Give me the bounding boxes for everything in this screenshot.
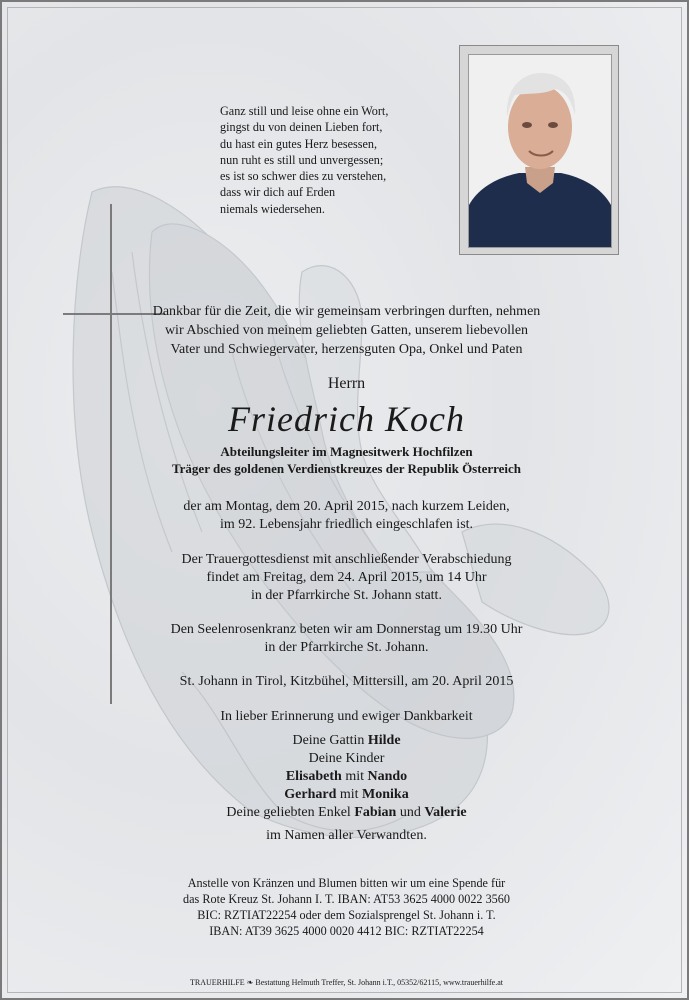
wife-prefix: Deine Gattin — [292, 733, 365, 748]
grandchild-name: Valerie — [424, 805, 467, 820]
poem — [220, 103, 460, 217]
place-date: St. Johann in Tirol, Kitzbühel, Mittersill, am 20. April 2015 — [179, 674, 514, 689]
intro-line: wir Abschied von meinem geliebten Gatten, unserem liebevollen — [164, 323, 529, 338]
job-title: Abteilungsleiter im Magnesitwerk Hochfilzen — [220, 444, 473, 459]
poem-line: nun ruht es still und unvergessen; — [220, 152, 384, 167]
intro-line: Vater und Schwiegervater, herzensguten Opa, Onkel und Paten — [170, 342, 523, 357]
poem-line: dass wir dich auf Erden — [220, 185, 336, 200]
mourner-child — [2, 787, 689, 803]
dove-icon: ❧ — [246, 978, 254, 987]
grandchild-name: Fabian — [354, 805, 397, 820]
donation-line: Anstelle von Kränzen und Blumen bitten wir um eine Spende für — [187, 876, 506, 890]
service-line: findet am Freitag, dem 24. April 2015, um 14 Uhr — [206, 570, 487, 585]
mourner-wife — [2, 733, 689, 749]
deceased-name: Friedrich Koch — [228, 399, 465, 439]
salutation: Herrn — [327, 375, 366, 392]
mit-word: mit — [345, 769, 364, 784]
photo-frame — [459, 45, 619, 255]
rosary-line: Den Seelenrosenkranz beten wir am Donnerstag um 19.30 Uhr — [170, 622, 523, 637]
poem-line: es ist so schwer dies zu verstehen, — [220, 169, 387, 184]
mourner-grandchildren — [2, 805, 689, 821]
spouse-name: Monika — [362, 787, 409, 802]
footer-brand: TRAUERHILFE — [189, 978, 245, 987]
honor-title: Träger des goldenen Verdienstkreuzes der Republik Österreich — [171, 461, 522, 476]
poem-line: Ganz still und leise ohne ein Wort, — [220, 104, 389, 118]
portrait-photo — [468, 54, 612, 248]
mourner-child — [2, 769, 689, 785]
poem-line: gingst du von deinen Lieben fort, — [220, 120, 383, 135]
grand-prefix: Deine geliebten Enkel — [226, 805, 351, 820]
footer — [2, 978, 689, 987]
und-word: und — [399, 805, 421, 820]
donation-line: BIC: RZTIAT22254 oder dem Sozialsprengel St. Johann i. T. — [197, 908, 496, 922]
intro-line: Dankbar für die Zeit, die wir gemeinsam verbringen durften, nehmen — [152, 304, 541, 319]
death-line: der am Montag, dem 20. April 2015, nach kurzem Leiden, — [183, 499, 510, 514]
death-line: im 92. Lebensjahr friedlich eingeschlafen ist. — [219, 517, 474, 532]
child-name: Gerhard — [284, 787, 337, 802]
service-line: in der Pfarrkirche St. Johann statt. — [251, 588, 442, 603]
footer-text: Bestattung Helmuth Treffer, St. Johann i.T., 05352/62115, www.trauerhilfe.at — [255, 978, 504, 987]
mit-word: mit — [339, 787, 359, 802]
poem-line: du hast ein gutes Herz besessen, — [220, 136, 378, 151]
portrait-icon — [469, 55, 611, 247]
service-line: Der Trauergottesdienst mit anschließender Verabschiedung — [181, 552, 512, 567]
donation-line: das Rote Kreuz St. Johann I. T. IBAN: AT53 3625 4000 0022 3560 — [183, 892, 510, 906]
child-name: Elisabeth — [285, 769, 342, 784]
poem-line: niemals wiedersehen. — [220, 201, 325, 216]
rosary-line: in der Pfarrkirche St. Johann. — [264, 640, 429, 655]
children-label: Deine Kinder — [308, 751, 385, 766]
closing-line: im Namen aller Verwandten. — [266, 828, 427, 843]
spouse-name: Nando — [367, 769, 408, 784]
remembrance: In lieber Erinnerung und ewiger Dankbarkeit — [220, 709, 473, 724]
donation-line: IBAN: AT39 3625 4000 0020 4412 BIC: RZTIAT22254 — [209, 924, 484, 938]
wife-name: Hilde — [367, 733, 401, 748]
